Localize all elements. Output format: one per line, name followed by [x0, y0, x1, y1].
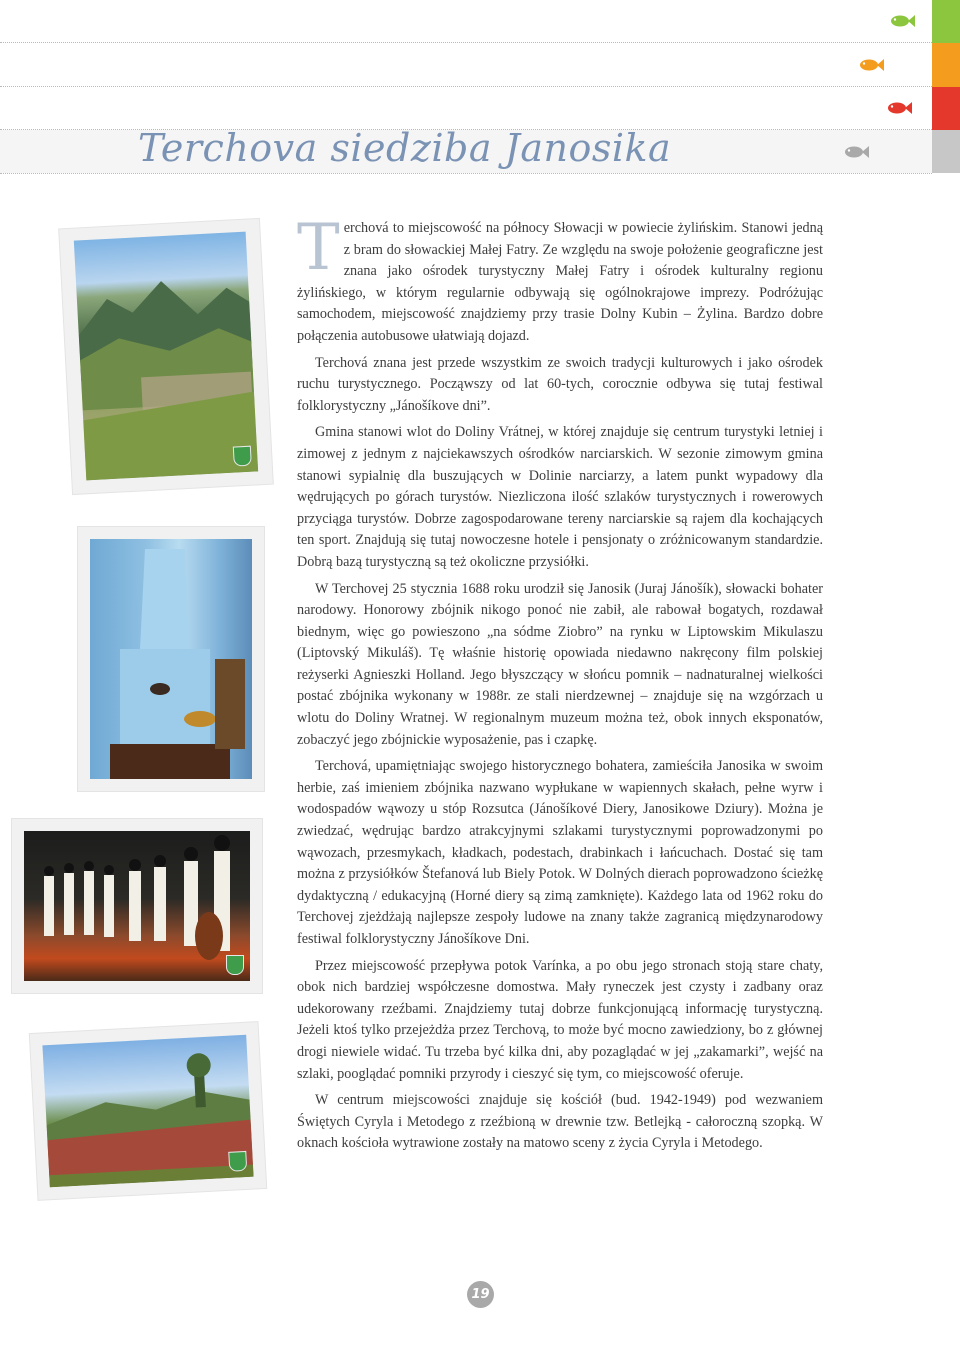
mountain-valley-photo: [59, 219, 273, 494]
article-paragraph: Terchová znana jest przede wszystkim ze swoich tradycji kulturowych i jako ośrodek ruchu turystycznego. Począwszy od lat 60-tych, corocznie odbywa się tutaj festiwal folklorystyczny „Jánošíkove dni”.: [297, 354, 823, 414]
article-paragraph: Terchová, upamiętniając swojego historycznego bohatera, zamieściła Janosika w swoim herbie, zaś imieniem zbójnika nazwano wypłukane w wapiennych skałach, pełne wyrw i wodospadów wąwozy u stóp Rozsutca (Jánošíkové Diery, Janosikowe Dziury). Można je zwiedzać, wędrując bardzo atrakcyjnymi szlakami turystycznymi poprowadzonymi po wąwozach, przesmykach, kładkach, podestach, drabinkach i łańcuchach. Dostać się tam można z przysiółków Štefanová lub Biely Potok. W Dolných dierach poprowadzono ścieżkę dydaktyczną / edukacyjną (Horné diery są zimą zamknięte). Każdego lata od 1962 roku do Terchovej zjeżdżają najlepsze zespoły ludowe na znany także zagranicą międzynarodowy festiwal folklorystyczny Jánošíkove Dni.: [297, 758, 823, 947]
side-tab-green: [932, 0, 960, 43]
coat-of-arms-icon: [228, 1151, 247, 1172]
article-paragraph: Przez miejscowość przepływa potok Varínka, a po obu jego stronach stoją stare chaty, obok nich bardziej współczesne domostwa. Mały ryneczek jest czysty i zadbany oraz udekorowany rzeźbami. Znajdziemy tutaj dobrze funkcjonującą informację turystyczną. Jeżeli ktoś tylko przejeżdża przez Terchovą, to może być mocno zawiedziony, bo z głównej drogi niewiele widać. Tu trzeba być kilka dni, aby pozaglądać w jej „zakamarki”, wejść na szlaki, pooglądać pomniki przyrody i cieszyć się tym, co miejscowość oferuje.: [297, 957, 823, 1082]
festival-crowd-photo: [30, 1022, 266, 1200]
tiled-stove-photo: [78, 527, 264, 791]
header-divider: [0, 173, 932, 174]
article-paragraph: W centrum miejscowości znajduje się kościół (bud. 1942-1949) pod wezwaniem Świętych Cyryla i Metodego z rzeźbioną w drewnie tzw. Betlejką - całoroczną szopką. W oknach kościoła wytrawione zostały na matowo sceny z życia Cyryla i Metodego.: [297, 1092, 823, 1152]
fish-red-icon: [886, 101, 912, 115]
paragraph-text: erchová to miejscowość na północy Słowacji w powiecie żylińskim. Stanowi jedną z bram do słowackiej Małej Fatry. Ze względu na swoje położenie geograficzne jest znana jako ośrodek turystyczny Małej Fatry i ośrodek kulturalny regionu żylińskiego, w którym regularnie odbywają się ogólnokrajowe imprezy. Podróżując samochodem, miejscowość znajdziemy przy trasie Dolny Kubin – Żylina. Bardzo dobre połączenia autobusowe ułatwiają dojazd.: [297, 220, 823, 344]
header-divider: [0, 42, 932, 43]
fish-grey-icon: [843, 145, 869, 159]
article-paragraph: Gmina stanowi wlot do Doliny Vrátnej, w której znajduje się centrum turystyki letniej i zimowej z jednym z najciekawszych ośrodków narciarskich. W sezonie zimowym gmina stanowi sypialnię dla buszujących w Dolinie narciarzy, a latem punkt wypadowy dla wędrujących po górach turystów. Niezliczona ilość szlaków turystycznych i rowerowych przyciąga turystów. Dobrze zagospodarowane tereny narciarskie są rajem dla kochających ten sport. Znajdują się tutaj nowoczesne hotele i pensjonaty o zróżnicowanym standardzie. Dobrą bazą turystyczną są też okoliczne przysiółki.: [297, 424, 823, 570]
header-divider: [0, 86, 932, 87]
coat-of-arms-icon: [226, 955, 244, 975]
folk-band-photo: [12, 819, 262, 993]
fish-green-icon: [889, 14, 915, 28]
coat-of-arms-icon: [233, 446, 252, 467]
side-tab-grey: [932, 130, 960, 173]
page-number: 19: [467, 1281, 494, 1308]
side-tab-red: [932, 87, 960, 130]
fish-orange-icon: [858, 58, 884, 72]
drop-cap: T: [297, 211, 340, 285]
article-body: [297, 211, 823, 1160]
article-paragraph: [297, 211, 823, 348]
side-tab-orange: [932, 43, 960, 87]
page-title: Terchova siedziba Janosika: [138, 126, 672, 170]
article-paragraph: W Terchovej 25 stycznia 1688 roku urodził się Janosik (Juraj Jánošík), słowacki bohater narodowy. Honorowy zbójnik nikogo ponoć nie zabił, ale rabował bogatych, rozdawał biednym, więc go powieszono „na sódme Ziobro” na rynku w Liptowskim Mikulaszu (Liptovský Mikuláš). Tę właśnie historię opowiada niedawno nakręcony film polskiej reżyserki Agnieszki Holland. Jego błyszczący w słońcu pomnik – nadnaturalnej wielkości postać zbójnika wykonany w 1988r. ze stali nierdzewnej – znajduje się na wzgórzach u wlotu do Doliny Wratnej. W regionalnym muzeum można też, obok innych eksponatów, zobaczyć jego zbójnickie wyposażenie, pas i czapkę.: [297, 580, 823, 748]
